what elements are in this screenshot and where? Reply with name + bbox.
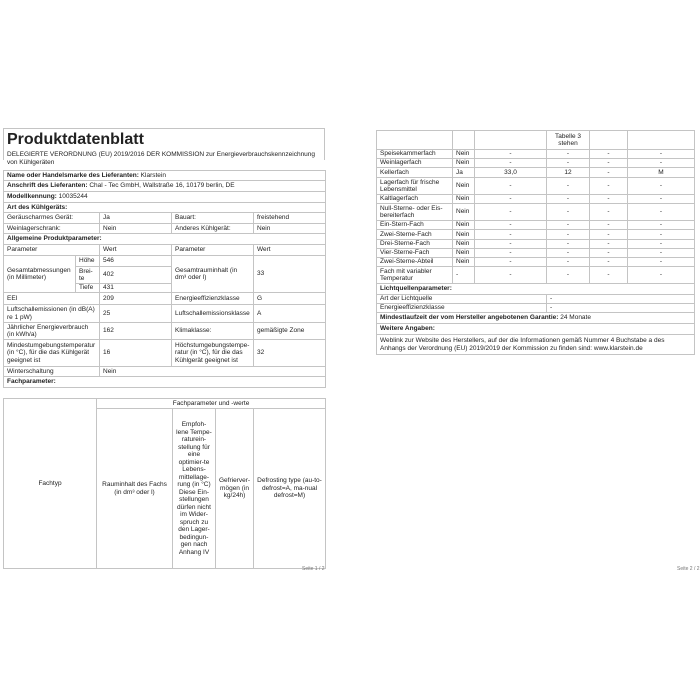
cell-defrost: - xyxy=(628,240,695,249)
cell-name: Zwei-Sterne-Abteil xyxy=(377,258,453,267)
wine-label: Weinlagerschrank: xyxy=(4,224,100,234)
width-value: 402 xyxy=(100,267,172,284)
title-block xyxy=(3,128,325,166)
cell-name: Ein-Stern-Fach xyxy=(377,221,453,230)
cell-freeze: - xyxy=(590,267,628,284)
cell-name: Speisekammerfach xyxy=(377,150,453,159)
cell-name: Null-Sterne- oder Eis-bereiterfach xyxy=(377,204,453,221)
cell-volume: - xyxy=(475,150,547,159)
cell-volume: - xyxy=(475,204,547,221)
comp-subheading: Fachparameter und -werte xyxy=(97,399,326,409)
cell-defrost: - xyxy=(628,178,695,195)
col-volume-header: Rauminhalt des Fachs (in dm³ oder l) xyxy=(97,409,173,569)
cell-temp: - xyxy=(547,267,590,284)
min-temp-value: 16 xyxy=(100,340,172,367)
depth-value: 431 xyxy=(100,284,172,293)
compartment-row xyxy=(377,178,695,195)
cell-name: Zwei-Sterne-Fach xyxy=(377,230,453,240)
value-col-header-2: Wert xyxy=(254,245,326,256)
cell-freeze: - xyxy=(590,230,628,240)
light-heading: Lichtquellenparameter: xyxy=(377,284,695,295)
cell-temp: - xyxy=(547,195,590,204)
cell-temp: 12 xyxy=(547,168,590,178)
climate-value: gemäßigte Zone xyxy=(254,323,326,340)
cell-present: Nein xyxy=(453,221,475,230)
cell-temp: - xyxy=(547,178,590,195)
page-title: Produktdatenblatt xyxy=(7,131,144,148)
eclass-value: G xyxy=(254,293,326,305)
cell-freeze: - xyxy=(590,195,628,204)
cell-defrost: - xyxy=(628,204,695,221)
min-temp-label: Mindestumgebungstemperatur (in °C), für die das Kühlgerät geeignet ist xyxy=(4,340,100,367)
compartment-header-table xyxy=(3,398,326,569)
compartment-table xyxy=(376,130,695,355)
height-value: 546 xyxy=(100,256,172,267)
cell-volume: - xyxy=(475,267,547,284)
winter-value: Nein xyxy=(100,367,326,377)
climate-label: Klimaklasse: xyxy=(172,323,254,340)
further-heading: Weitere Angaben: xyxy=(377,324,695,335)
cell-present: Nein xyxy=(453,150,475,159)
cell-temp: - xyxy=(547,240,590,249)
page-footer-1: Seite 1 / 2 xyxy=(302,566,325,572)
eei-value: 209 xyxy=(100,293,172,305)
address-row: Anschrift des Lieferanten: Chal - Tec GmbH, Wallstraße 16, 10179 berlin, DE xyxy=(4,181,326,192)
datasheet-page-2 xyxy=(370,125,700,570)
noise-em-value: 25 xyxy=(100,305,172,323)
cell-name: Lagerfach für frische Lebensmittel xyxy=(377,178,453,195)
compartment-row xyxy=(377,267,695,284)
eclass-label: Energieeffizienzklasse xyxy=(172,293,254,305)
cell-temp: - xyxy=(547,204,590,221)
cell-volume: - xyxy=(475,178,547,195)
supplier-row: Name oder Handelsmarke des Lieferanten: Klarstein xyxy=(4,171,326,181)
table-note: Tabelle 3 stehen xyxy=(547,131,590,150)
light-type-value: - xyxy=(547,295,695,304)
cell-volume: - xyxy=(475,240,547,249)
cell-freeze: - xyxy=(590,240,628,249)
cell-defrost: - xyxy=(628,150,695,159)
website-link[interactable]: www.klarstein.de xyxy=(593,344,643,352)
cell-present: Nein xyxy=(453,195,475,204)
cell-freeze: - xyxy=(590,150,628,159)
other-value: Nein xyxy=(254,224,326,234)
cell-name: Fach mit variabler Temperatur xyxy=(377,267,453,284)
value-col-header: Wert xyxy=(100,245,172,256)
cell-name: Kaltlagerfach xyxy=(377,195,453,204)
datasheet-table xyxy=(3,170,326,388)
cell-defrost: - xyxy=(628,230,695,240)
compartment-row xyxy=(377,221,695,230)
cell-present: Nein xyxy=(453,178,475,195)
width-label: Brei-te xyxy=(76,267,100,284)
weblink-row: Weblink zur Website des Herstellers, auf der die Informationen gemäß Nummer 4 Buchstabe a des Anhangs der Verordnung (EU) 2019/2019 der Kommission zu finden sind: www.klarstein.de xyxy=(377,335,695,355)
general-heading: Allgemeine Produktparameter: xyxy=(4,234,326,245)
col-temp-header: Empfoh-lene Tempe-raturein-stellung für eine optimier-te Lebens-mittellage-rung (in °C) Diese Ein-stellungen dürfen nicht im Wider-spruch zu den Lager-bedingun-gen nach Anhang IV xyxy=(173,409,216,569)
param-col-header-2: Parameter xyxy=(172,245,254,256)
annual-value: 162 xyxy=(100,323,172,340)
cell-present: Nein xyxy=(453,159,475,168)
warranty-row: Mindestlaufzeit der vom Hersteller angebotenen Garantie: 24 Monate xyxy=(377,313,695,324)
cell-defrost: - xyxy=(628,267,695,284)
depth-label: Tiefe xyxy=(76,284,100,293)
fachtyp-header: Fachtyp xyxy=(4,399,97,569)
eei-label: EEI xyxy=(4,293,100,305)
cell-temp: - xyxy=(547,221,590,230)
cell-name: Drei-Sterne-Fach xyxy=(377,240,453,249)
cell-temp: - xyxy=(547,159,590,168)
cell-freeze: - xyxy=(590,258,628,267)
cell-freeze: - xyxy=(590,249,628,258)
volume-value: 33 xyxy=(254,256,326,293)
noise-label: Geräuscharmes Gerät: xyxy=(4,213,100,224)
cell-present: Nein xyxy=(453,240,475,249)
regulation-text: DELEGIERTE VERORDNUNG (EU) 2019/2016 DER KOMMISSION zur Energieverbrauchskennzeichnung von Kühlgeräten xyxy=(7,151,316,166)
cell-defrost: - xyxy=(628,159,695,168)
cell-freeze: - xyxy=(590,168,628,178)
compartment-row xyxy=(377,168,695,178)
annual-label: Jährlicher Energieverbrauch (in kWh/a) xyxy=(4,323,100,340)
cell-volume: - xyxy=(475,159,547,168)
light-type-label: Art der Lichtquelle xyxy=(377,295,547,304)
cell-volume: - xyxy=(475,195,547,204)
cell-present: Nein xyxy=(453,230,475,240)
type-heading: Art des Kühlgeräts: xyxy=(4,203,326,213)
design-value: freistehend xyxy=(254,213,326,224)
page-footer-2: Seite 2 / 2 xyxy=(677,566,700,572)
cell-temp: - xyxy=(547,150,590,159)
cell-temp: - xyxy=(547,249,590,258)
height-label: Höhe xyxy=(76,256,100,267)
compartment-row xyxy=(377,204,695,221)
cell-present: Nein xyxy=(453,258,475,267)
cell-temp: - xyxy=(547,258,590,267)
col-freeze-header: Gefrierver-mögen (in kg/24h) xyxy=(216,409,254,569)
light-eclass-value: - xyxy=(547,304,695,313)
cell-present: - xyxy=(453,267,475,284)
compartment-row xyxy=(377,159,695,168)
comp-heading: Fachparameter: xyxy=(4,377,326,388)
noise-class-label: Luftschallemissionsklasse xyxy=(172,305,254,323)
datasheet-page-1 xyxy=(0,125,330,570)
dims-label: Gesamtabmessungen (in Millimeter) xyxy=(4,256,76,293)
cell-present: Nein xyxy=(453,204,475,221)
cell-volume: - xyxy=(475,249,547,258)
cell-volume: - xyxy=(475,230,547,240)
compartment-row xyxy=(377,240,695,249)
other-label: Anderes Kühlgerät: xyxy=(172,224,254,234)
cell-freeze: - xyxy=(590,178,628,195)
cell-present: Ja xyxy=(453,168,475,178)
noise-class-value: A xyxy=(254,305,326,323)
compartment-row xyxy=(377,150,695,159)
col-defrost-header: Defrosting type (au-to-defrost=A, ma-nual defrost=M) xyxy=(254,409,326,569)
noise-value: Ja xyxy=(100,213,172,224)
cell-freeze: - xyxy=(590,204,628,221)
param-col-header: Parameter xyxy=(4,245,100,256)
compartment-row xyxy=(377,249,695,258)
wine-value: Nein xyxy=(100,224,172,234)
cell-name: Kellerfach xyxy=(377,168,453,178)
cell-defrost: - xyxy=(628,258,695,267)
cell-volume: 33,0 xyxy=(475,168,547,178)
max-temp-value: 32 xyxy=(254,340,326,367)
cell-name: Vier-Sterne-Fach xyxy=(377,249,453,258)
cell-freeze: - xyxy=(590,221,628,230)
noise-em-label: Luftschallemissionen (in dB(A) re 1 pW) xyxy=(4,305,100,323)
cell-volume: - xyxy=(475,258,547,267)
cell-temp: - xyxy=(547,230,590,240)
cell-freeze: - xyxy=(590,159,628,168)
model-row: Modellkennung: 10035244 xyxy=(4,192,326,203)
compartment-row xyxy=(377,230,695,240)
compartment-row xyxy=(377,258,695,267)
cell-name: Weinlagerfach xyxy=(377,159,453,168)
cell-present: Nein xyxy=(453,249,475,258)
cell-defrost: - xyxy=(628,221,695,230)
light-eclass-label: Energieeffizienzklasse xyxy=(377,304,547,313)
winter-label: Winterschaltung xyxy=(4,367,100,377)
max-temp-label: Höchstumgebungstempe-ratur (in °C), für die das Kühlgerät geeignet ist xyxy=(172,340,254,367)
compartment-row xyxy=(377,195,695,204)
design-label: Bauart: xyxy=(172,213,254,224)
cell-defrost: - xyxy=(628,195,695,204)
cell-defrost: M xyxy=(628,168,695,178)
volume-label: Gesamtrauminhalt (in dm³ oder l) xyxy=(172,256,254,293)
cell-defrost: - xyxy=(628,249,695,258)
cell-volume: - xyxy=(475,221,547,230)
